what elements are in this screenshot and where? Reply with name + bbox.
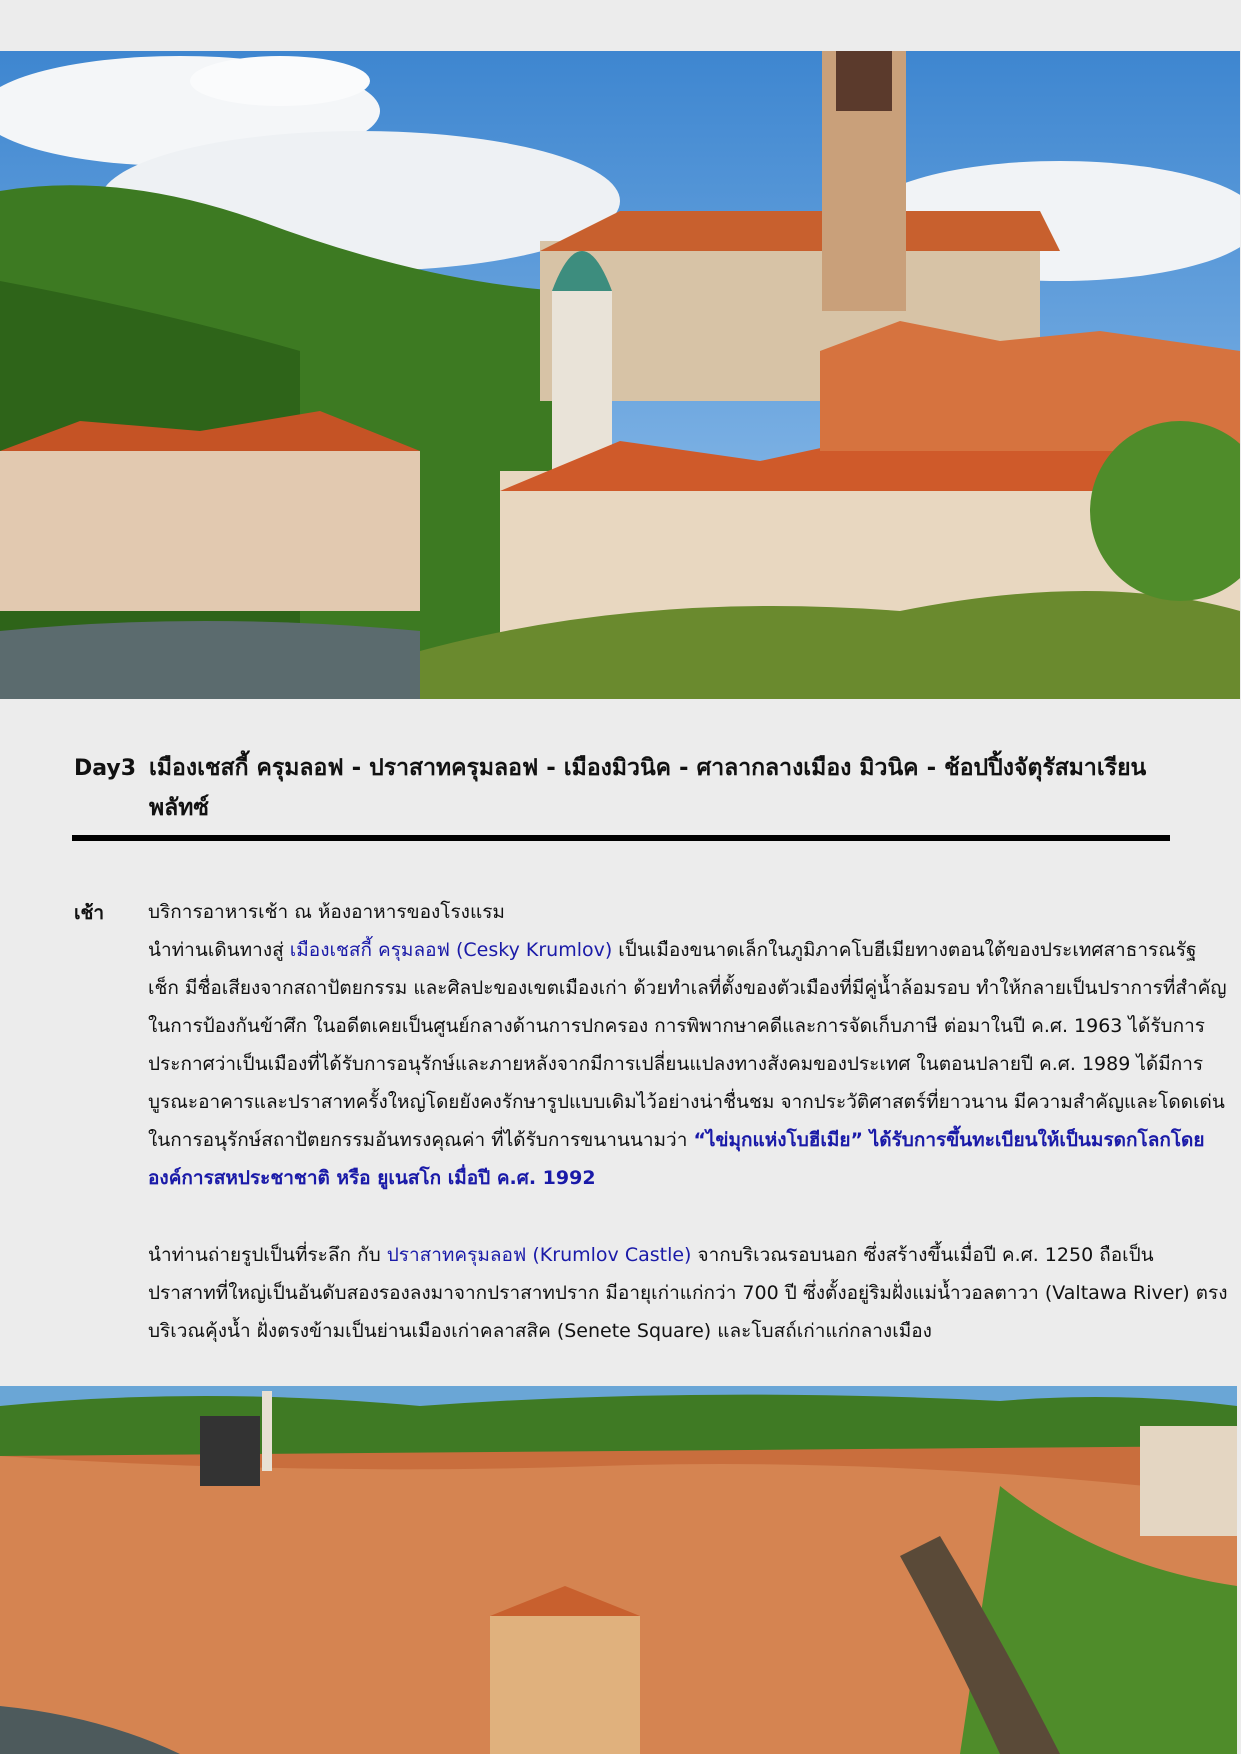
unesco-highlight: องค์การสหประชาชาติ หรือ ยูเนสโก เมื่อปี ค.ศ. 1992 xyxy=(148,1167,596,1189)
place-name-highlight: เมืองเชสกี้ ครุมลอฟ (Cesky Krumlov) xyxy=(289,939,613,961)
meal-label-morning: เช้า xyxy=(74,902,105,924)
paragraph-line xyxy=(148,931,1197,969)
paragraph-line: ปราสาทที่ใหญ่เป็นอันดับสองรองลงมาจากปราสาทปราก มีอายุเก่าแก่กว่า 700 ปี ซึ่งตั้งอยู่ริมฝั่งแม่น้ำวอลตาวา (Valtawa River) ตรง xyxy=(148,1282,1228,1304)
paragraph-line: บริเวณคุ้งน้ำ ฝั่งตรงข้ามเป็นย่านเมืองเก่าคลาสสิค (Senete Square) และโบสถ์เก่าแก่กลางเมือง xyxy=(148,1320,932,1342)
cesky-krumlov-aerial-photo-icon xyxy=(0,1386,1237,1754)
paragraph-text: ในการอนุรักษ์สถาปัตยกรรมอันทรงคุณค่า ที่ได้รับการขนานนามว่า xyxy=(148,1129,694,1151)
paragraph-cesky-krumlov xyxy=(148,893,1227,1197)
paragraph-krumlov-castle xyxy=(148,1236,1228,1350)
paragraph-line: เช็ก มีชื่อเสียงจากสถาปัตยกรรม และศิลปะของเขตเมืองเก่า ด้วยทำเลที่ตั้งของตัวเมืองที่มีคู่น้ำล้อมรอบ ทำให้กลายเป็นปราการที่สำคัญ xyxy=(148,977,1227,999)
day-label: Day3 xyxy=(74,756,137,781)
place-name-highlight: ปราสาทครุมลอฟ (Krumlov Castle) xyxy=(386,1244,692,1266)
breakfast-line: บริการอาหารเช้า ณ ห้องอาหารของโรงแรม xyxy=(148,901,505,923)
intro-text: นำท่านถ่ายรูปเป็นที่ระลึก กับ xyxy=(148,1244,387,1266)
castle-town-photo xyxy=(0,51,1240,699)
paragraph-line: บูรณะอาคารและปราสาทครั้งใหญ่โดยยังคงรักษารูปแบบเดิมไว้อย่างน่าชื่นชม จากประวัติศาสตร์ที่ยาวนาน มีความสำคัญและโดดเด่น xyxy=(148,1091,1225,1113)
paragraph-line xyxy=(148,1121,1205,1159)
day-title: เมืองเชสกี้ ครุมลอฟ - ปราสาทครุมลอฟ - เมืองมิวนิค - ศาลากลางเมือง มิวนิค - ช้อปปิ้งจัตุรัสมาเรียนพลัทซ์ xyxy=(149,755,1147,821)
paragraph-text: เป็นเมืองขนาดเล็กในภูมิภาคโบฮีเมียทางตอนใต้ของประเทศสาธารณรัฐ xyxy=(612,939,1197,961)
intro-text: นำท่านเดินทางสู่ xyxy=(148,939,290,961)
paragraph-text: จากบริเวณรอบนอก ซึ่งสร้างขึ้นเมื่อปี ค.ศ. 1250 ถือเป็น xyxy=(691,1244,1154,1266)
paragraph-line xyxy=(148,1236,1168,1274)
header-divider xyxy=(72,835,1170,841)
aerial-town-photo xyxy=(0,1386,1237,1754)
paragraph-line: ประกาศว่าเป็นเมืองที่ได้รับการอนุรักษ์และภายหลังจากมีการเปลี่ยนแปลงทางสังคมของประเทศ ในตอนปลายปี ค.ศ. 1989 ได้มีการ xyxy=(148,1053,1204,1075)
unesco-highlight: “ไข่มุกแห่งโบฮีเมีย” ได้รับการขึ้นทะเบียนให้เป็นมรดกโลกโดย xyxy=(693,1129,1205,1151)
cesky-krumlov-castle-photo-icon xyxy=(0,51,1240,699)
paragraph-line: ในการป้องกันข้าศึก ในอดีตเคยเป็นศูนย์กลางด้านการปกครอง การพิพากษาคดีและการจัดเก็บภาษี ต่อมาในปี ค.ศ. 1963 ได้รับการ xyxy=(148,1015,1205,1037)
